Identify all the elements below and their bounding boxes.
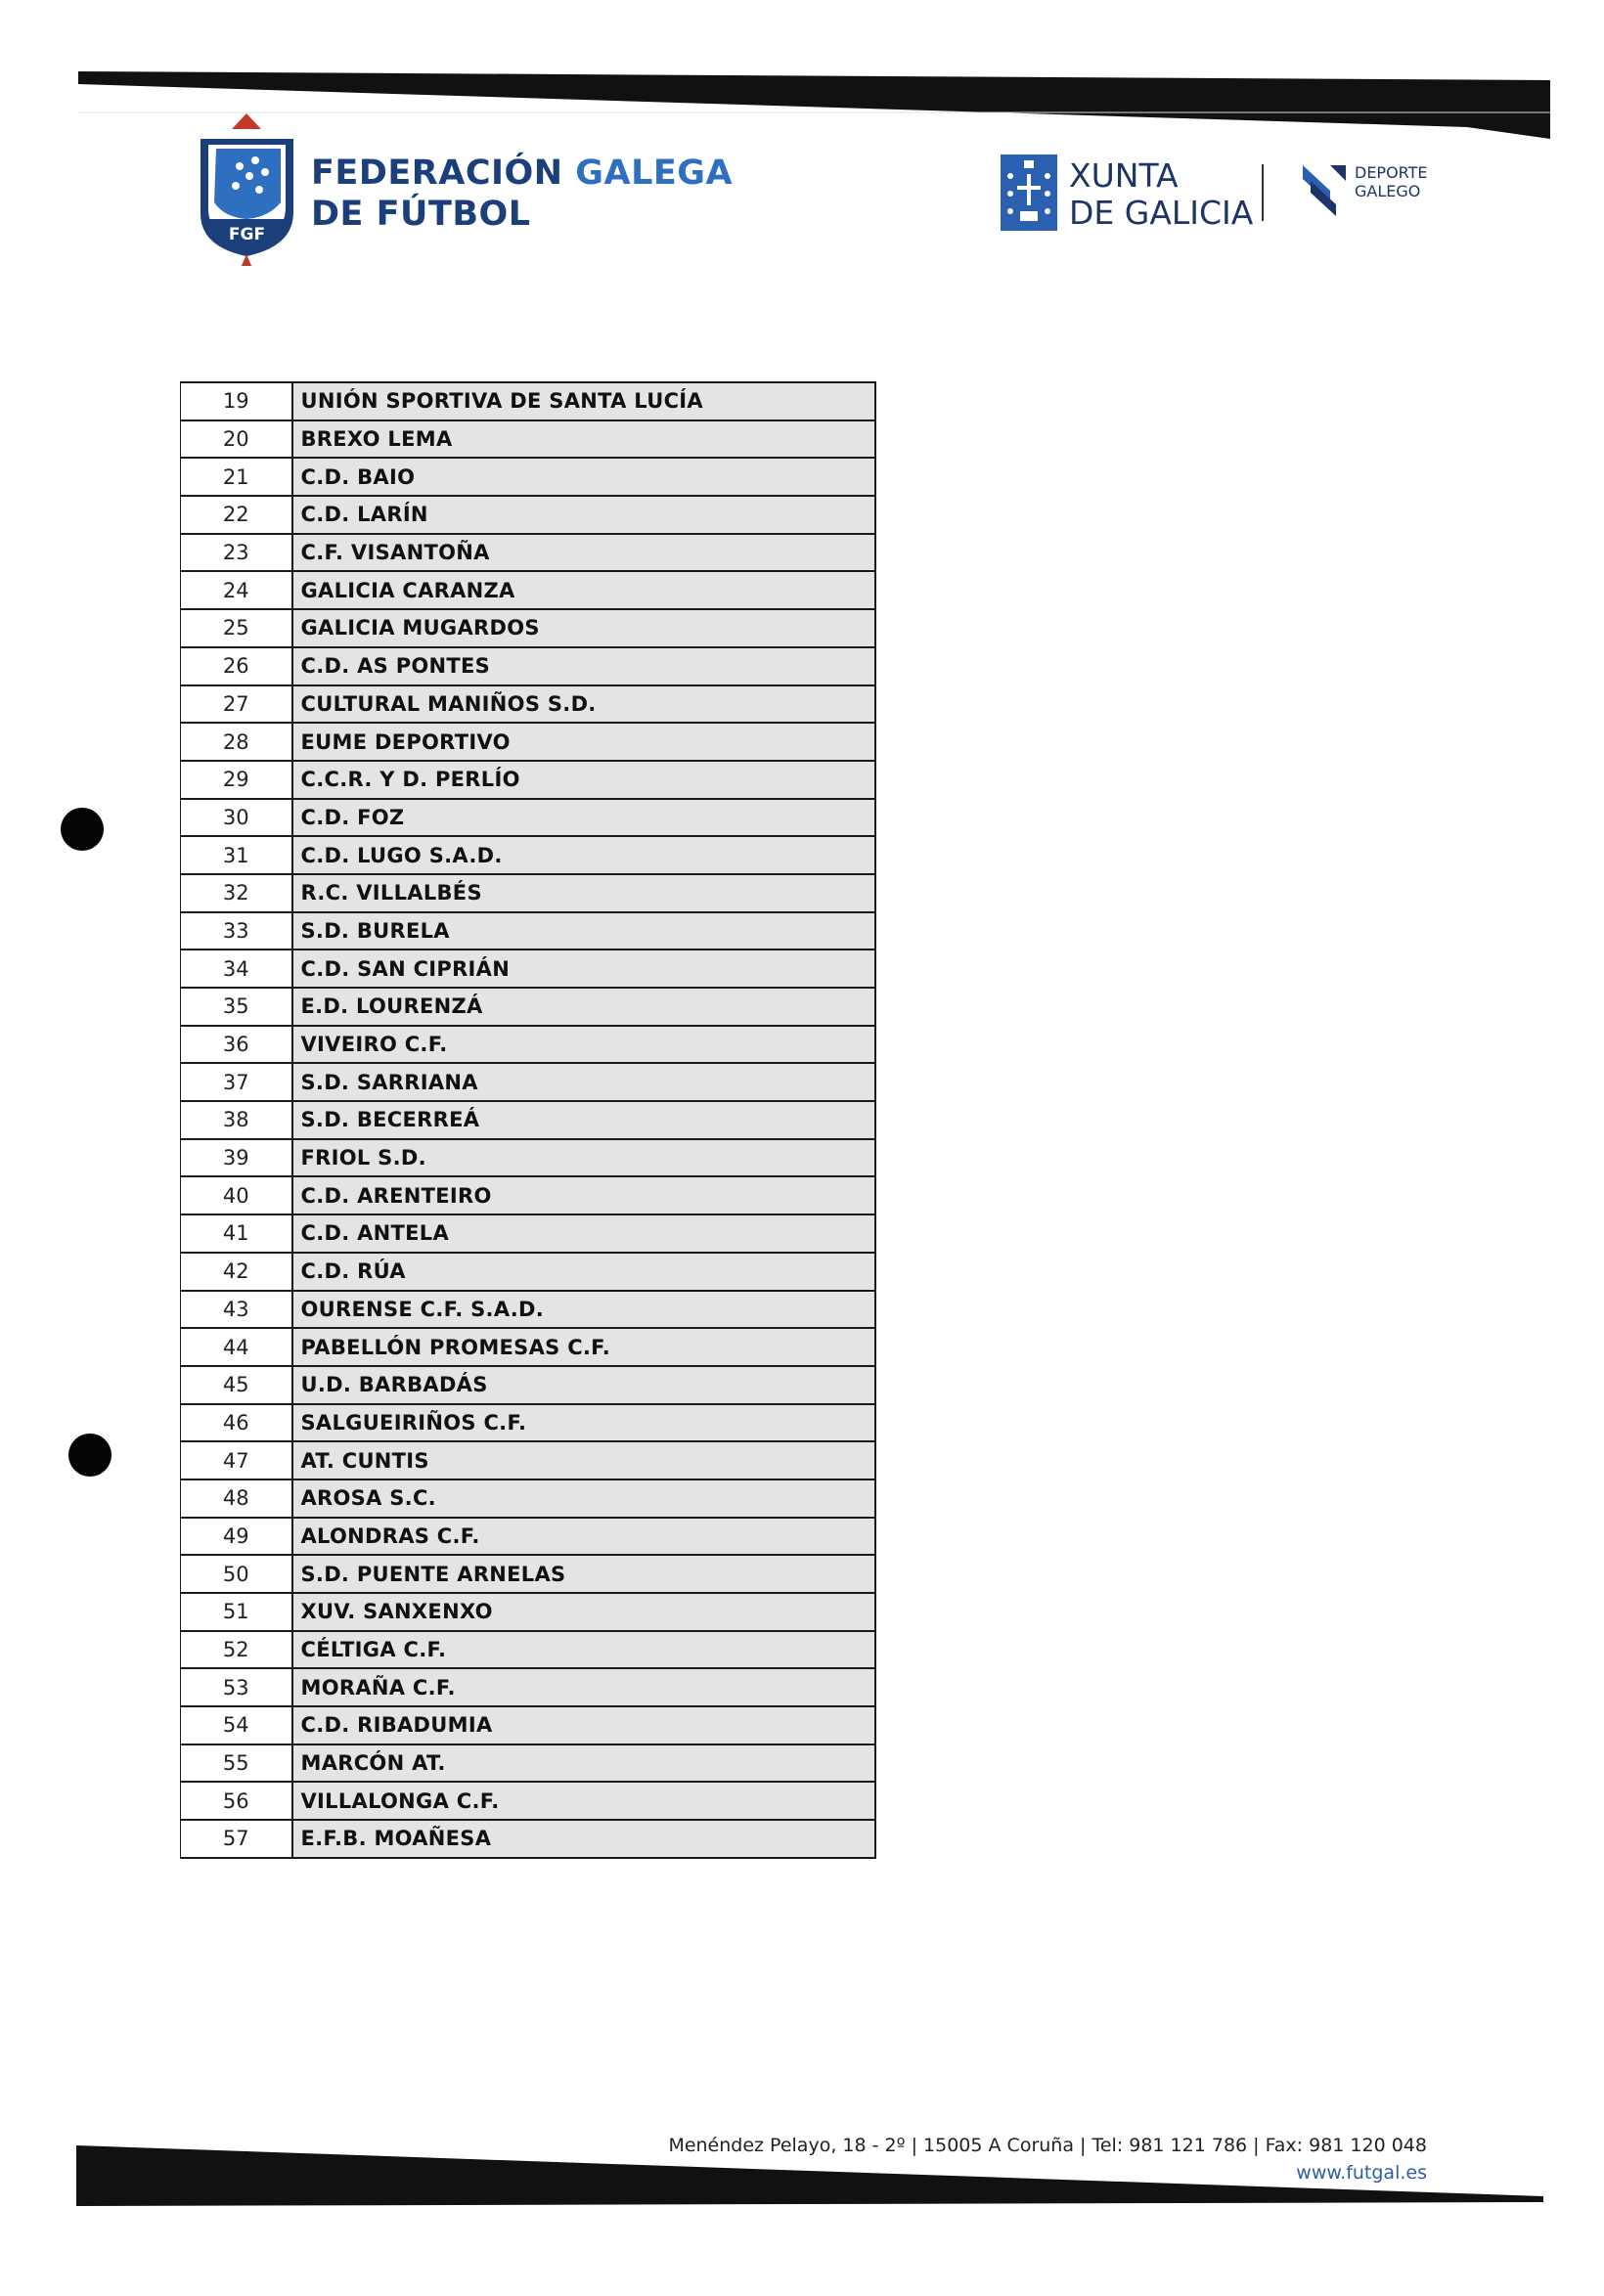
table-row <box>181 382 876 420</box>
team-number-cell: 55 <box>181 1744 292 1783</box>
team-number-cell: 47 <box>181 1441 292 1479</box>
team-name-cell: C.D. RÚA <box>292 1253 876 1291</box>
team-number-cell: 43 <box>181 1291 292 1329</box>
table-row <box>181 1706 876 1744</box>
table-row <box>181 761 876 799</box>
team-name-cell: C.D. AS PONTES <box>292 647 876 685</box>
team-number-cell: 44 <box>181 1328 292 1366</box>
fgf-name-line2: DE FÚTBOL <box>311 195 531 234</box>
team-number-cell: 22 <box>181 496 292 534</box>
team-name-cell: C.D. LARÍN <box>292 496 876 534</box>
team-name-cell: C.D. SAN CIPRIÁN <box>292 949 876 988</box>
team-number-cell: 33 <box>181 912 292 950</box>
team-number-cell: 30 <box>181 799 292 837</box>
fgf-name-accent: GALEGA <box>575 154 734 193</box>
team-name-cell: VILLALONGA C.F. <box>292 1782 876 1820</box>
table-row <box>181 1101 876 1139</box>
team-number-cell: 32 <box>181 874 292 912</box>
team-name-cell: AROSA S.C. <box>292 1479 876 1518</box>
team-name-cell: E.D. LOURENZÁ <box>292 988 876 1026</box>
team-number-cell: 40 <box>181 1176 292 1214</box>
table-row <box>181 685 876 724</box>
team-name-cell: UNIÓN SPORTIVA DE SANTA LUCÍA <box>292 382 876 420</box>
table-row <box>181 609 876 647</box>
team-name-cell: EUME DEPORTIVO <box>292 723 876 761</box>
table-row <box>181 836 876 874</box>
team-number-cell: 34 <box>181 949 292 988</box>
table-row <box>181 496 876 534</box>
team-number-cell: 45 <box>181 1366 292 1404</box>
fgf-wordmark <box>311 153 733 235</box>
xunta-emblem-icon <box>1001 155 1057 231</box>
xunta-line1: XUNTA <box>1069 156 1179 195</box>
fgf-name-bold: FEDERACIÓN <box>311 154 563 193</box>
table-row <box>181 988 876 1026</box>
deporte-line1: DEPORTE <box>1355 163 1428 182</box>
team-number-cell: 37 <box>181 1063 292 1101</box>
table-row <box>181 874 876 912</box>
team-number-cell: 27 <box>181 685 292 724</box>
table-row <box>181 1518 876 1556</box>
team-name-cell: ALONDRAS C.F. <box>292 1518 876 1556</box>
team-number-cell: 23 <box>181 534 292 572</box>
team-name-cell: FRIOL S.D. <box>292 1139 876 1177</box>
team-list-body <box>181 382 876 1858</box>
team-number-cell: 26 <box>181 647 292 685</box>
team-number-cell: 57 <box>181 1820 292 1858</box>
team-number-cell: 21 <box>181 458 292 496</box>
team-list-table <box>180 381 876 1859</box>
team-number-cell: 41 <box>181 1214 292 1253</box>
team-name-cell: PABELLÓN PROMESAS C.F. <box>292 1328 876 1366</box>
table-row <box>181 949 876 988</box>
team-number-cell: 50 <box>181 1555 292 1593</box>
table-row <box>181 799 876 837</box>
footer-address-line: Menéndez Pelayo, 18 - 2º | 15005 A Coruña | Tel: 981 121 786 | Fax: 981 120 048 <box>668 2135 1427 2156</box>
table-row <box>181 1214 876 1253</box>
team-name-cell: S.D. BECERREÁ <box>292 1101 876 1139</box>
bottom-footer-bar <box>76 2138 1543 2206</box>
team-number-cell: 29 <box>181 761 292 799</box>
team-number-cell: 42 <box>181 1253 292 1291</box>
team-number-cell: 53 <box>181 1668 292 1706</box>
punch-hole-upper <box>61 808 104 851</box>
punch-hole-lower <box>68 1434 111 1477</box>
team-name-cell: GALICIA MUGARDOS <box>292 609 876 647</box>
team-number-cell: 24 <box>181 571 292 609</box>
team-name-cell: VIVEIRO C.F. <box>292 1026 876 1064</box>
table-row <box>181 534 876 572</box>
team-name-cell: C.D. ARENTEIRO <box>292 1176 876 1214</box>
team-number-cell: 31 <box>181 836 292 874</box>
team-name-cell: BREXO LEMA <box>292 420 876 459</box>
deporte-line2: GALEGO <box>1355 182 1421 200</box>
team-name-cell: S.D. PUENTE ARNELAS <box>292 1555 876 1593</box>
table-row <box>181 1139 876 1177</box>
team-number-cell: 35 <box>181 988 292 1026</box>
team-number-cell: 19 <box>181 382 292 420</box>
team-number-cell: 20 <box>181 420 292 459</box>
logo-separator <box>1262 164 1264 221</box>
team-number-cell: 51 <box>181 1593 292 1631</box>
team-number-cell: 38 <box>181 1101 292 1139</box>
team-name-cell: MARCÓN AT. <box>292 1744 876 1783</box>
table-row <box>181 458 876 496</box>
team-name-cell: E.F.B. MOAÑESA <box>292 1820 876 1858</box>
team-name-cell: SALGUEIRIÑOS C.F. <box>292 1404 876 1442</box>
team-number-cell: 39 <box>181 1139 292 1177</box>
table-row <box>181 1063 876 1101</box>
team-name-cell: CÉLTIGA C.F. <box>292 1631 876 1669</box>
table-row <box>181 1555 876 1593</box>
team-number-cell: 48 <box>181 1479 292 1518</box>
table-row <box>181 1026 876 1064</box>
fgf-badge-text: FGF <box>228 225 266 244</box>
team-name-cell: S.D. BURELA <box>292 912 876 950</box>
team-name-cell: S.D. SARRIANA <box>292 1063 876 1101</box>
table-row <box>181 1744 876 1783</box>
team-name-cell: C.D. BAIO <box>292 458 876 496</box>
team-name-cell: C.D. FOZ <box>292 799 876 837</box>
table-row <box>181 1366 876 1404</box>
team-number-cell: 28 <box>181 723 292 761</box>
team-name-cell: U.D. BARBADÁS <box>292 1366 876 1404</box>
table-row <box>181 1441 876 1479</box>
table-row <box>181 1404 876 1442</box>
team-name-cell: C.D. ANTELA <box>292 1214 876 1253</box>
team-number-cell: 49 <box>181 1518 292 1556</box>
fgf-crest-logo <box>191 110 303 266</box>
table-row <box>181 1820 876 1858</box>
xunta-wordmark <box>1069 157 1253 232</box>
xunta-line2: DE GALICIA <box>1069 194 1254 232</box>
team-name-cell: XUV. SANXENXO <box>292 1593 876 1631</box>
deporte-galego-wordmark <box>1355 163 1428 200</box>
table-row <box>181 912 876 950</box>
table-row <box>181 723 876 761</box>
table-row <box>181 1328 876 1366</box>
team-name-cell: GALICIA CARANZA <box>292 571 876 609</box>
table-row <box>181 1631 876 1669</box>
team-number-cell: 36 <box>181 1026 292 1064</box>
table-row <box>181 647 876 685</box>
team-number-cell: 46 <box>181 1404 292 1442</box>
team-name-cell: C.D. LUGO S.A.D. <box>292 836 876 874</box>
team-name-cell: C.D. RIBADUMIA <box>292 1706 876 1744</box>
table-row <box>181 1176 876 1214</box>
team-name-cell: C.F. VISANTOÑA <box>292 534 876 572</box>
table-row <box>181 1668 876 1706</box>
team-name-cell: AT. CUNTIS <box>292 1441 876 1479</box>
team-name-cell: MORAÑA C.F. <box>292 1668 876 1706</box>
table-row <box>181 571 876 609</box>
table-row <box>181 1782 876 1820</box>
table-row <box>181 1479 876 1518</box>
team-name-cell: R.C. VILLALBÉS <box>292 874 876 912</box>
team-name-cell: OURENSE C.F. S.A.D. <box>292 1291 876 1329</box>
team-number-cell: 52 <box>181 1631 292 1669</box>
table-row <box>181 1593 876 1631</box>
team-name-cell: CULTURAL MANIÑOS S.D. <box>292 685 876 724</box>
table-row <box>181 1291 876 1329</box>
team-name-cell: C.C.R. Y D. PERLÍO <box>292 761 876 799</box>
table-row <box>181 420 876 459</box>
team-number-cell: 54 <box>181 1706 292 1744</box>
team-number-cell: 56 <box>181 1782 292 1820</box>
table-row <box>181 1253 876 1291</box>
team-number-cell: 25 <box>181 609 292 647</box>
deporte-galego-icon <box>1301 161 1355 218</box>
footer-website: www.futgal.es <box>1296 2162 1427 2184</box>
